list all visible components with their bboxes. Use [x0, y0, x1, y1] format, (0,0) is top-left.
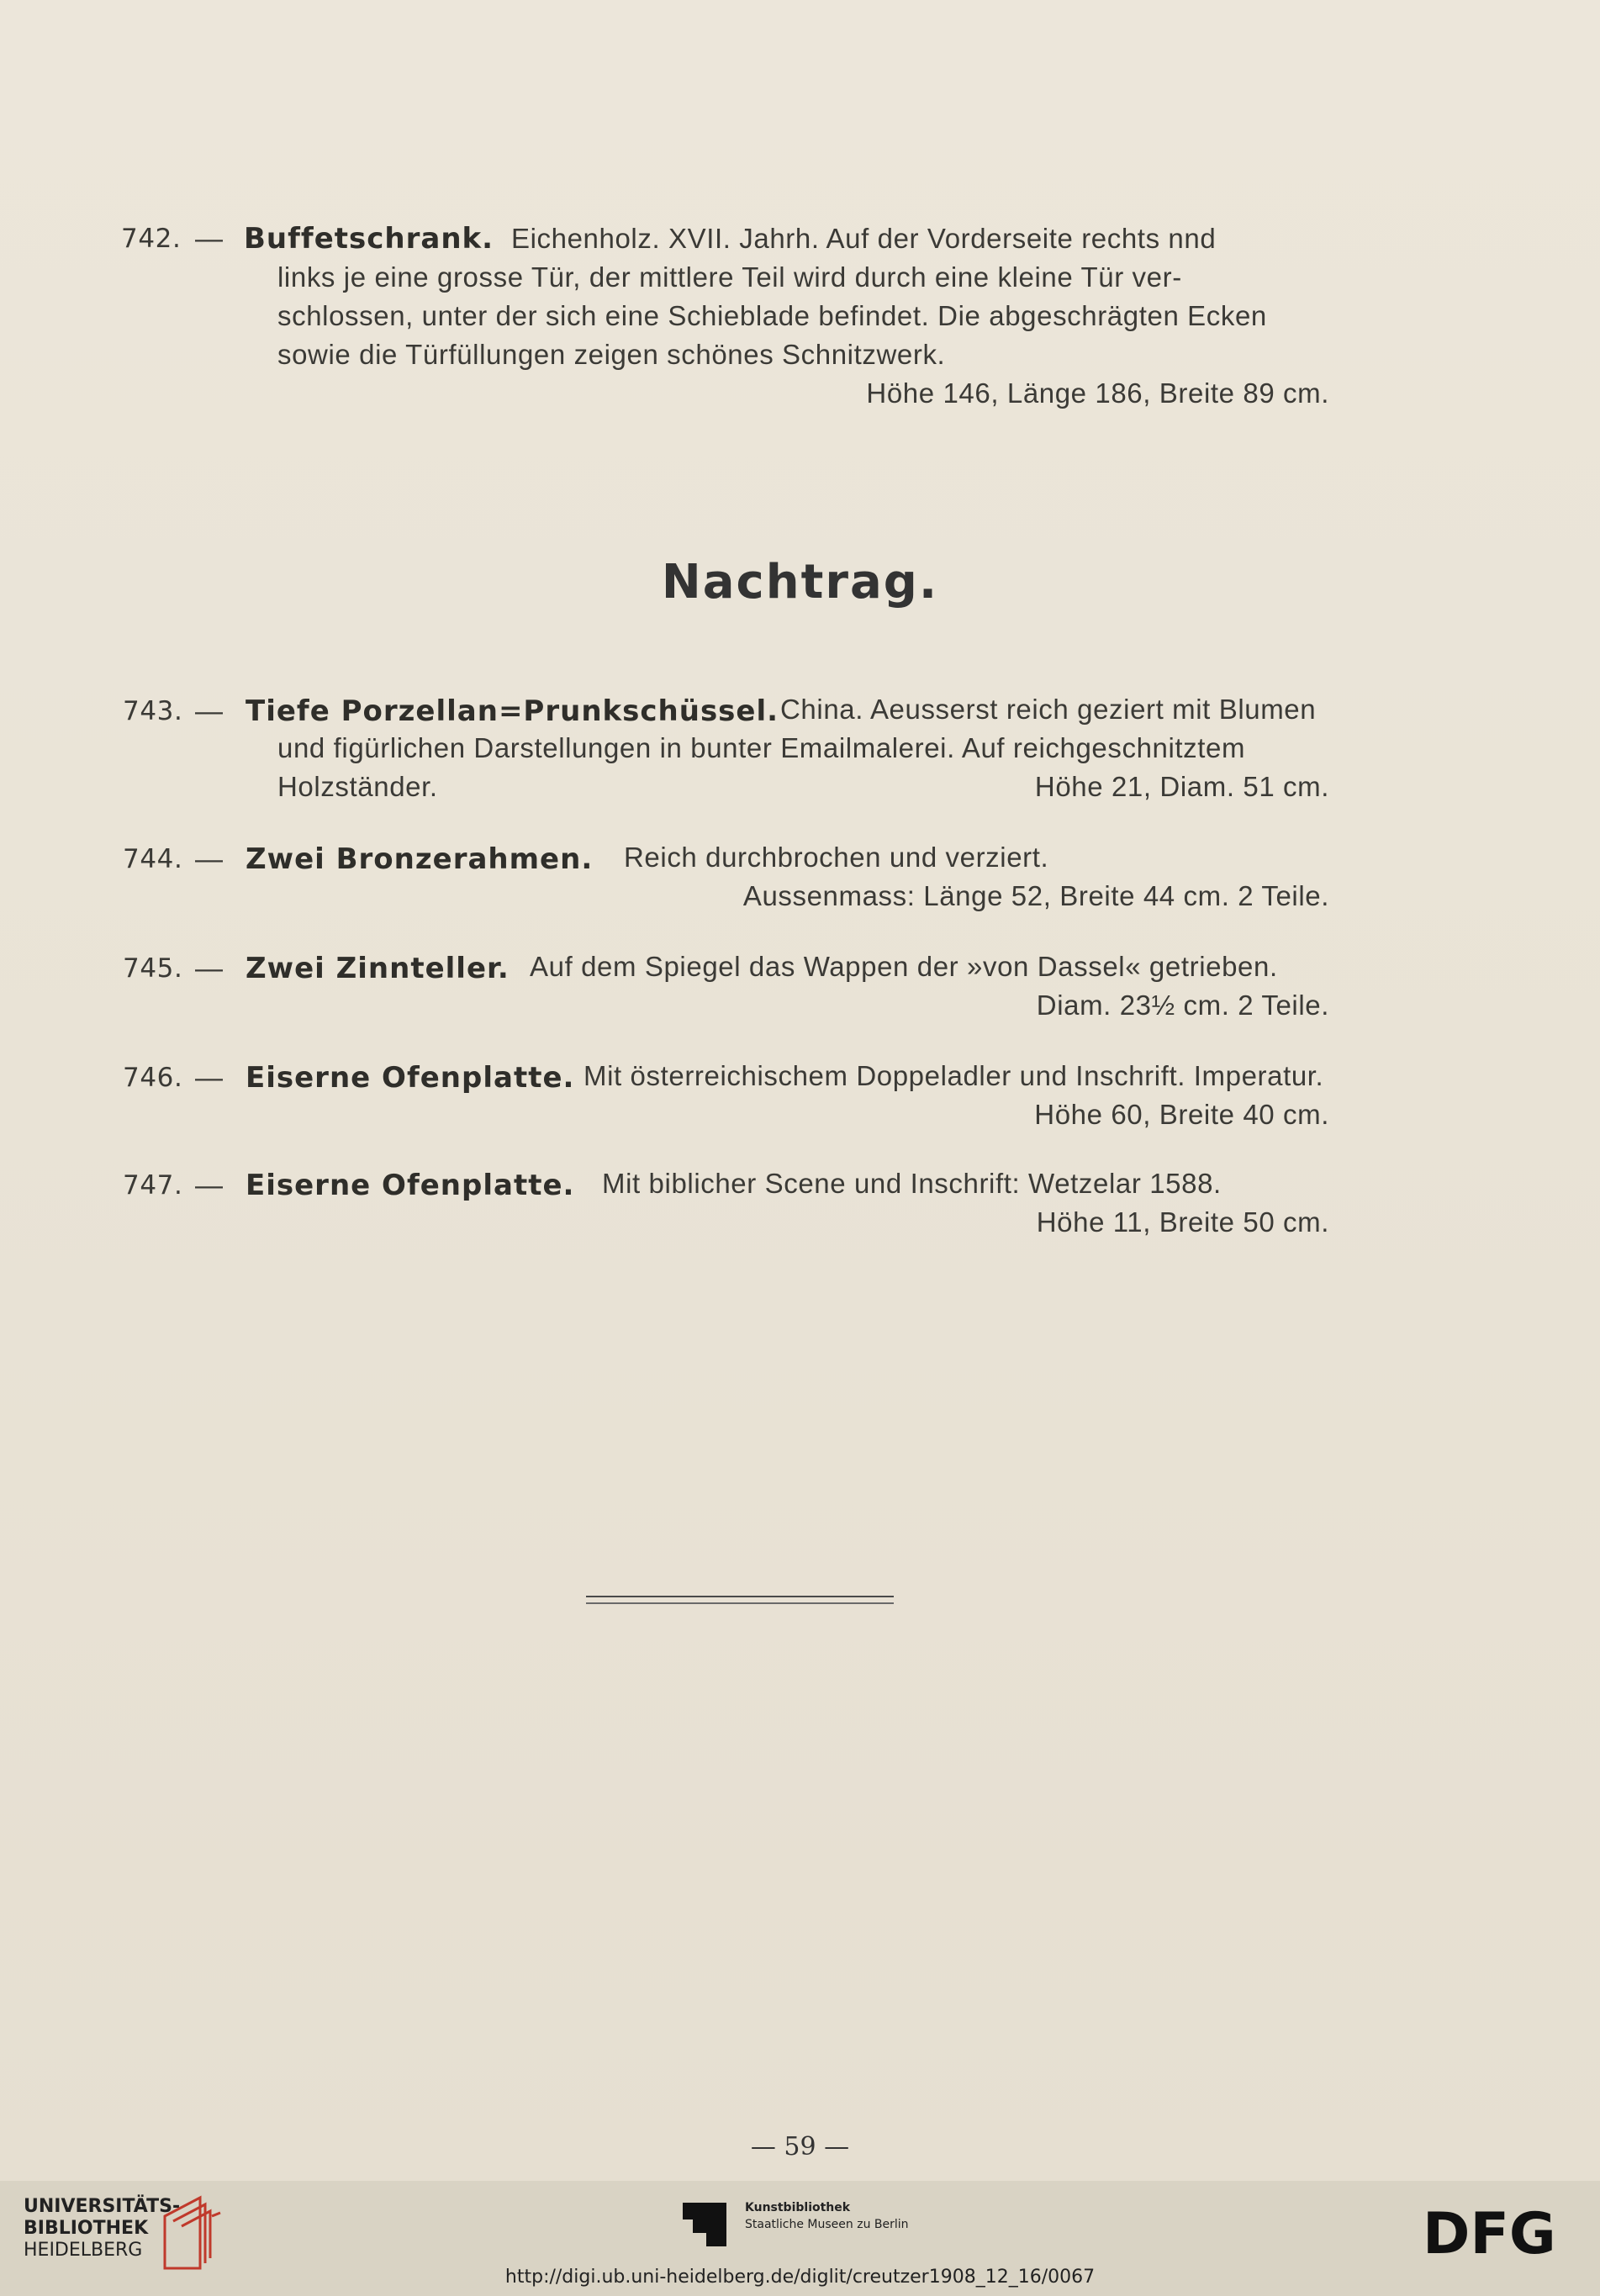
- entry-text-line: sowie die Türfüllungen zeigen schönes Schnitzwerk.: [277, 339, 946, 370]
- entry-text-line: schlossen, unter der sich eine Schieblade befindet. Die abgeschrägten Ecken: [277, 300, 1267, 331]
- library-name: [24, 2196, 180, 2262]
- source-url: http://digi.ub.uni-heidelberg.de/diglit/creutzer1908_12_16/0067: [504, 2267, 1096, 2288]
- library-name-line: UNIVERSITÄTS-: [24, 2196, 181, 2217]
- entry-dimensions: Diam. 23½ cm. 2 Teile.: [1036, 990, 1329, 1021]
- section-heading: Nachtrag.: [661, 555, 939, 610]
- entry-text-line: Reich durchbrochen und verziert.: [624, 842, 1049, 873]
- entry-dash: —: [195, 1169, 224, 1201]
- kunstbibliothek-logo-icon: [681, 2201, 728, 2248]
- entry-dash: —: [195, 843, 224, 874]
- entry-text-line: und figürlichen Darstellungen in bunter Emailmalerei. Auf reichgeschnitztem: [277, 732, 1246, 763]
- entry-dash: —: [195, 1062, 224, 1093]
- page-number: — 59 —: [750, 2132, 850, 2161]
- entry-dimensions: Höhe 60, Breite 40 cm.: [1034, 1099, 1329, 1130]
- entry-dash: —: [195, 953, 224, 984]
- entry-number: 745.: [123, 953, 183, 984]
- entry-dash: —: [195, 695, 224, 726]
- entry-dash: —: [195, 223, 224, 254]
- dfg-logo: [1423, 2204, 1579, 2260]
- kunstbibliothek-name: [745, 2199, 909, 2233]
- entry-text-line: China. Aeusserst reich geziert mit Blumen: [780, 694, 1317, 725]
- entry-number: 744.: [123, 844, 183, 874]
- entry-title: Eiserne Ofenplatte.: [246, 1169, 575, 1202]
- entry-dimensions: Höhe 21, Diam. 51 cm.: [1034, 771, 1329, 802]
- dfg-logo-text: DFG: [1423, 2204, 1556, 2260]
- library-name-line: BIBLIOTHEK: [24, 2218, 149, 2239]
- entry-text-line: Auf dem Spiegel das Wappen der »von Dassel« getrieben.: [530, 951, 1278, 982]
- entry-title: Buffetschrank.: [244, 222, 494, 256]
- library-name-line: HEIDELBERG: [24, 2240, 143, 2261]
- entry-text-line: links je eine grosse Tür, der mittlere Teil wird durch eine kleine Tür ver-: [277, 261, 1182, 293]
- entry-dimensions: Höhe 11, Breite 50 cm.: [1036, 1206, 1329, 1238]
- entry-number: 747.: [123, 1170, 183, 1201]
- entry-text-line: Eichenholz. XVII. Jahrh. Auf der Vorderseite rechts nnd: [511, 223, 1217, 254]
- entry-text-line: Mit biblicher Scene und Inschrift: Wetzelar 1588.: [602, 1168, 1222, 1199]
- entry-text-line: Mit österreichischem Doppeladler und Inschrift. Imperatur.: [583, 1060, 1324, 1091]
- kunstbibliothek-line: Kunstbibliothek: [745, 2201, 851, 2214]
- kunstbibliothek-line: Staatliche Museen zu Berlin: [745, 2218, 909, 2231]
- entry-dimensions: Aussenmass: Länge 52, Breite 44 cm. 2 Teile.: [742, 880, 1329, 911]
- entry-number: 743.: [123, 696, 183, 726]
- entry-number: 746.: [123, 1063, 183, 1093]
- entry-text-line: Holzständer.: [277, 771, 438, 802]
- entry-title: Eiserne Ofenplatte.: [246, 1061, 575, 1095]
- entry-number: 742.: [121, 224, 182, 254]
- entry-title: Zwei Bronzerahmen.: [246, 842, 594, 876]
- entry-title: Zwei Zinnteller.: [246, 952, 510, 985]
- entry-dimensions: Höhe 146, Länge 186, Breite 89 cm.: [866, 377, 1329, 409]
- university-library-logo-icon: [158, 2191, 224, 2275]
- entry-title: Tiefe Porzellan=Prunkschüssel.: [246, 694, 779, 728]
- divider-rule: [586, 1596, 894, 1604]
